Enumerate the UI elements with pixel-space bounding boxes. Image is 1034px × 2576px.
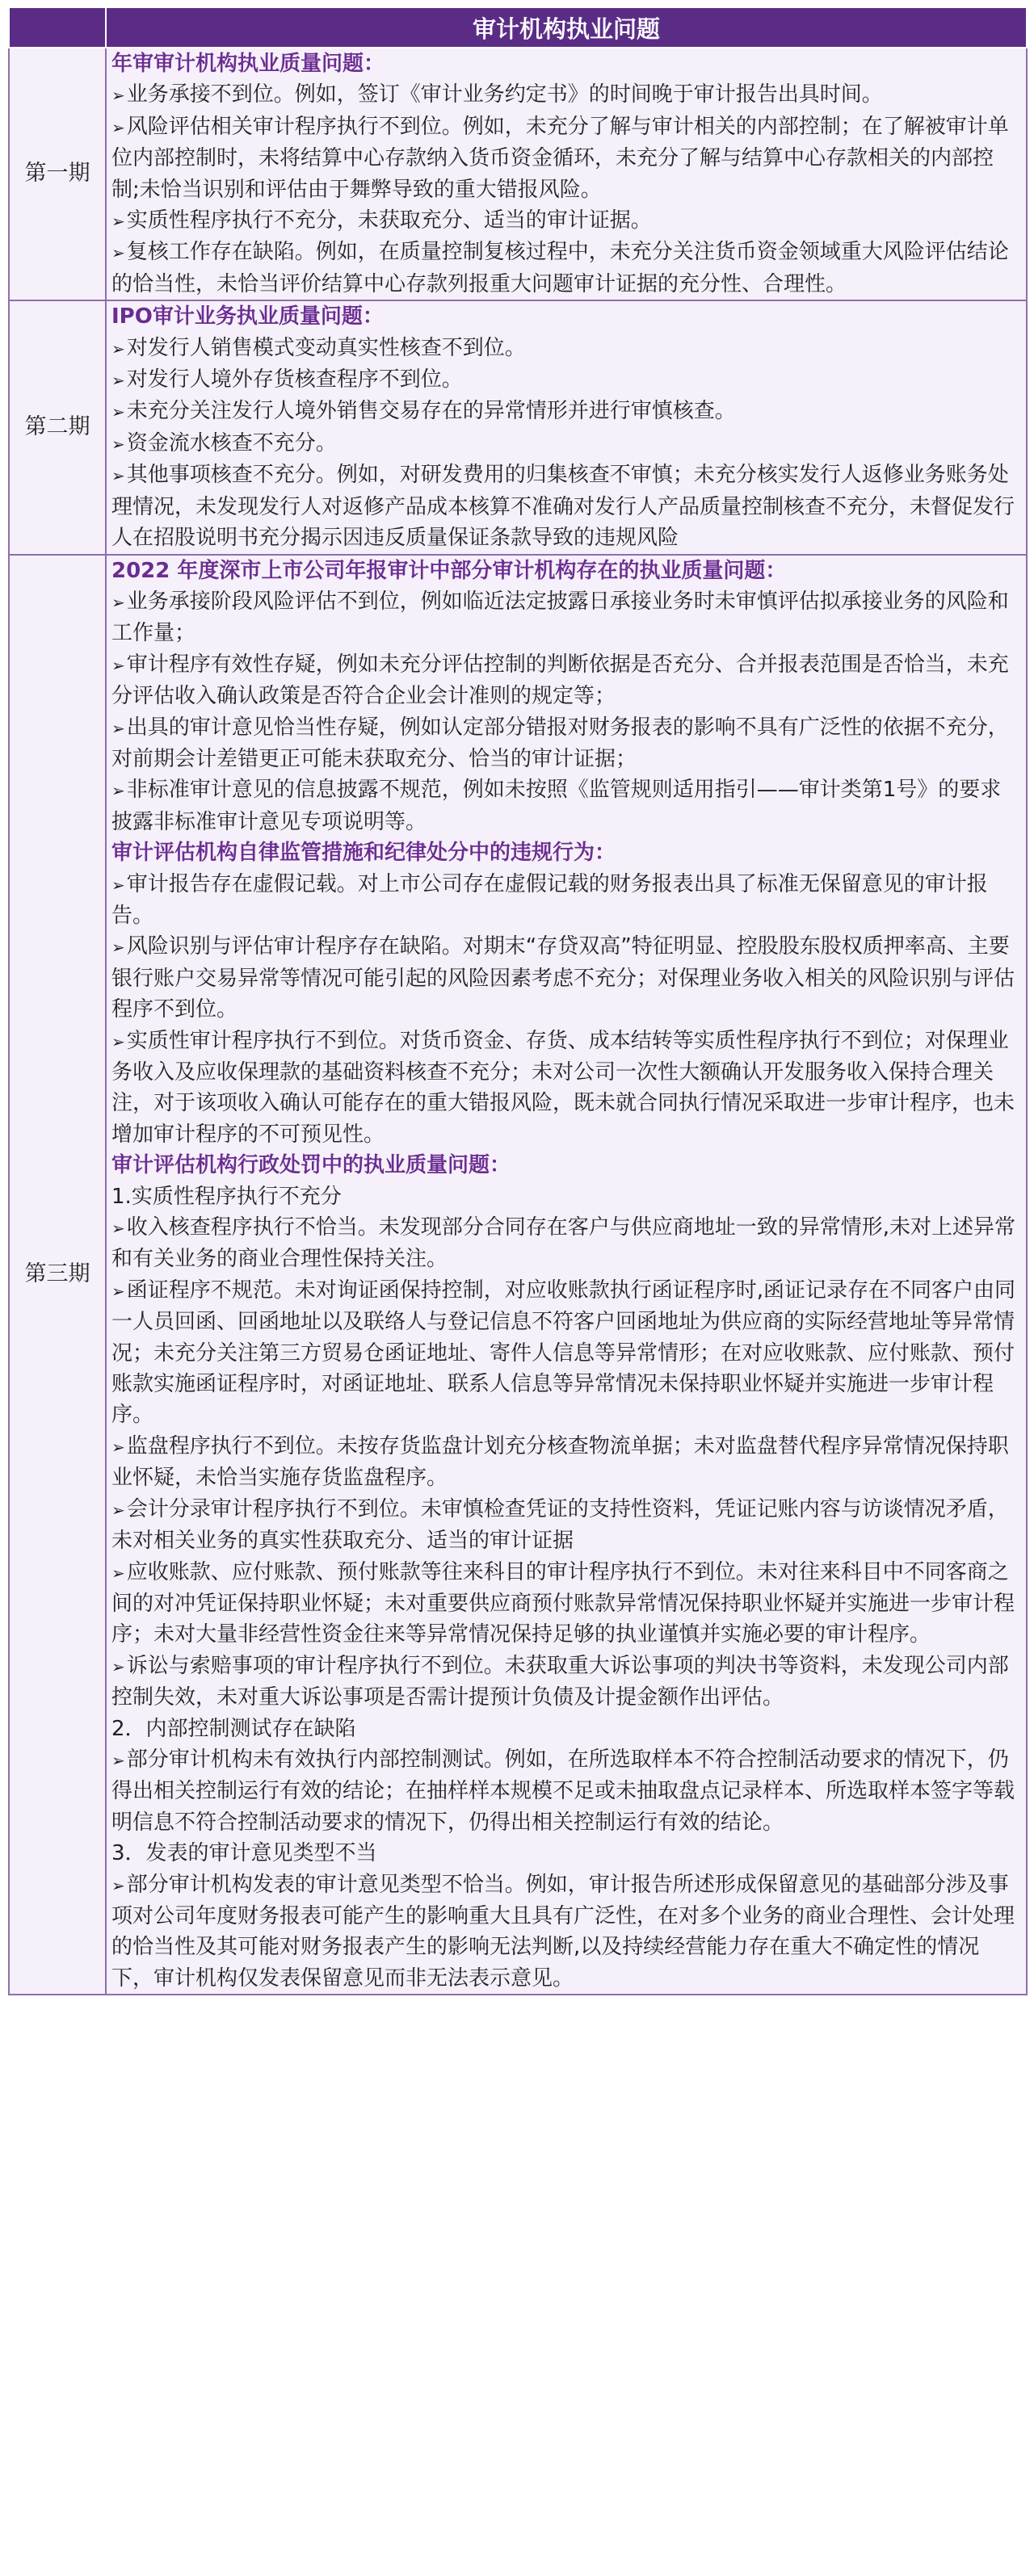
item-text: 2．内部控制测试存在缺陷 [111,1716,356,1741]
table-title: 审计机构执业问题 [106,7,1027,48]
arrow-bullet-icon: ➢ [111,1281,125,1301]
item-text: 实质性审计程序执行不到位。对货币资金、存货、成本结转等实质性程序执行不到位；对保理业务收入及应收保理款的基础资料核查不充分；未对公司一次性大额确认开发服务收入保持合理关注，对于该项收入确认可能存在的重大错报风险，既未就合同执行情况采取进一步审计程序，也未增加审计程序的不可预见性。 [111,1028,1015,1147]
list-item [111,1431,1021,1494]
arrow-bullet-icon: ➢ [111,212,125,232]
list-item [111,774,1021,837]
list-item [111,1181,1021,1212]
page [8,0,1026,1995]
item-text: 3．发表的审计意见类型不当 [111,1841,377,1866]
header-corner-cell [9,7,106,48]
list-item [111,396,1021,427]
arrow-bullet-icon: ➢ [111,117,125,137]
item-text: 复核工作存在缺陷。例如，在质量控制复核过程中，未充分关注货币资金领域重大风险评估结论的恰当性，未恰当评价结算中心存款列报重大问题审计证据的充分性、合理性。 [111,240,1009,296]
period-label: 第三期 [9,555,106,1995]
list-item [111,1212,1021,1275]
arrow-bullet-icon: ➢ [111,1031,125,1051]
section-title: 年审审计机构执业质量问题： [111,52,385,76]
arrow-bullet-icon: ➢ [111,781,125,801]
list-item [111,1557,1021,1651]
list-item [111,205,1021,237]
period-row [9,300,1027,554]
item-text: 1.实质性程序执行不充分 [111,1184,342,1209]
audit-issues-table [8,6,1028,1995]
arrow-bullet-icon: ➢ [111,592,125,612]
arrow-bullet-icon: ➢ [111,1563,125,1583]
list-item [111,364,1021,396]
arrow-bullet-icon: ➢ [111,718,125,738]
item-text: 函证程序不规范。未对询证函保持控制，对应收账款执行函证程序时,函证记录存在不同客户由同一人员回函、回函地址以及联络人与登记信息不符客户回函地址为供应商的实际经营地址等异常情况；未充分关注第三方贸易仓函证地址、寄件人信息等异常情形；在对应收账款、应付账款、预付账款实施函证程序时，对函证地址、联系人信息等异常情况未保持职业怀疑并实施进一步审计程序。 [111,1278,1016,1428]
header-row [9,7,1027,48]
list-item [111,79,1021,111]
list-item [111,649,1021,712]
item-text: 资金流水核查不充分。 [126,430,337,455]
item-text: 会计分录审计程序执行不到位。未审慎检查凭证的支持性资料，凭证记账内容与访谈情况矛盾，未对相关业务的真实性获取充分、适当的审计证据 [111,1496,1009,1554]
item-text: 业务承接不到位。例如，签订《审计业务约定书》的时间晚于审计报告出具时间。 [126,82,883,107]
arrow-bullet-icon: ➢ [111,338,125,359]
section-title: IPO审计业务执业质量问题： [111,304,384,329]
arrow-bullet-icon: ➢ [111,875,125,895]
item-text: 收入核查程序执行不恰当。未发现部分合同存在客户与供应商地址一致的异常情形,未对上述异常和有关业务的商业合理性保持关注。 [111,1215,1016,1272]
list-item [111,333,1021,364]
item-text: 非标准审计意见的信息披露不规范，例如未按照《监管规则适用指引——审计类第1号》的要求披露非标准审计意见专项说明等。 [111,778,1002,834]
list-item [111,1744,1021,1838]
item-text: 风险识别与评估审计程序存在缺陷。对期末“存贷双高”特征明显、控股股东股权质押率高、主要银行账户交易异常等情况可能引起的风险因素考虑不充分；对保理业务收入相关的风险识别与评估程序不到位。 [111,934,1015,1022]
item-text: 部分审计机构未有效执行内部控制测试。例如，在所选取样本不符合控制活动要求的情况下，仍得出相关控制运行有效的结论；在抽样样本规模不足或未抽取盘点记录样本、所选取样本签字等载明信息不符合控制活动要求的情况下，仍得出相关控制运行有效的结论。 [111,1747,1015,1835]
item-text: 诉讼与索赔事项的审计程序执行不到位。未获取重大诉讼事项的判决书等资料，未发现公司内部控制失效，未对重大诉讼事项是否需计提预计负债及计提金额作出评估。 [111,1653,1009,1710]
list-item [111,1838,1021,1869]
item-text: 审计报告存在虚假记载。对上市公司存在虚假记载的财务报表出具了标准无保留意见的审计报告。 [111,871,988,928]
list-item [111,1651,1021,1714]
list-item [111,459,1021,553]
arrow-bullet-icon: ➢ [111,938,125,958]
arrow-bullet-icon: ➢ [111,243,125,263]
period-label: 第一期 [9,48,106,300]
item-text: 出具的审计意见恰当性存疑，例如认定部分错报对财务报表的影响不具有广泛性的依据不充分，对前期会计差错更正可能未获取充分、恰当的审计证据； [111,715,1009,771]
period-content [106,555,1027,1995]
period-row [9,555,1027,1995]
period-row [9,48,1027,300]
list-item [111,1026,1021,1151]
item-text: 未充分关注发行人境外销售交易存在的异常情形并进行审慎核查。 [126,399,736,424]
item-text: 风险评估相关审计程序执行不到位。例如，未充分了解与审计相关的内部控制；在了解被审计单位内部控制时，未将结算中心存款纳入货币资金循环，未充分了解与结算中心存款相关的内部控制;未恰当识别和评估由于舞弊导致的重大错报风险。 [111,114,1009,202]
list-item [111,428,1021,459]
arrow-bullet-icon: ➢ [111,1437,125,1457]
arrow-bullet-icon: ➢ [111,655,125,675]
arrow-bullet-icon: ➢ [111,466,125,486]
arrow-bullet-icon: ➢ [111,1875,125,1895]
item-text: 其他事项核查不充分。例如，对研发费用的归集核查不审慎；未充分核实发行人返修业务账务处理情况，未发现发行人对返修产品成本核算不准确对发行人产品质量控制核查不充分，未督促发行人在招股说明书充分揭示因违反质量保证条款导致的违规风险 [111,463,1015,551]
item-text: 实质性程序执行不充分，未获取充分、适当的审计证据。 [126,208,652,233]
list-item [111,869,1021,932]
list-item [111,1869,1021,1995]
item-text: 业务承接阶段风险评估不到位，例如临近法定披露日承接业务时未审慎评估拟承接业务的风险和工作量； [111,589,1009,646]
list-item [111,237,1021,300]
section-title: 审计评估机构行政处罚中的执业质量问题： [111,1153,511,1178]
period-content [106,48,1027,300]
item-text: 对发行人销售模式变动真实性核查不到位。 [126,335,526,360]
arrow-bullet-icon: ➢ [111,1750,125,1770]
section-title: 审计评估机构自律监管措施和纪律处分中的违规行为： [111,841,616,866]
arrow-bullet-icon: ➢ [111,402,125,422]
arrow-bullet-icon: ➢ [111,1219,125,1239]
list-item [111,111,1021,205]
section-title: 2022 年度深市上市公司年报审计中部分审计机构存在的执业质量问题： [111,558,787,583]
item-text: 审计程序有效性存疑，例如未充分评估控制的判断依据是否充分、合并报表范围是否恰当，未充分评估收入确认政策是否符合企业会计准则的规定等； [111,652,1009,709]
item-text: 应收账款、应付账款、预付账款等往来科目的审计程序执行不到位。未对往来科目中不同客商之间的对冲凭证保持职业怀疑；未对重要供应商预付账款异常情况保持职业怀疑并实施进一步审计程序；未对大量非经营性资金往来等异常情况保持足够的执业谨慎并实施必要的审计程序。 [111,1559,1015,1647]
period-label: 第二期 [9,300,106,554]
list-item [111,931,1021,1025]
arrow-bullet-icon: ➢ [111,1500,125,1520]
arrow-bullet-icon: ➢ [111,434,125,454]
list-item [111,1494,1021,1557]
arrow-bullet-icon: ➢ [111,1656,125,1676]
item-text: 监盘程序执行不到位。未按存货监盘计划充分核查物流单据；未对监盘替代程序异常情况保持职业怀疑，未恰当实施存货监盘程序。 [111,1433,1009,1491]
table-body [9,48,1027,1995]
period-content [106,300,1027,554]
list-item [111,1275,1021,1431]
item-text: 对发行人境外存货核查程序不到位。 [126,367,463,392]
arrow-bullet-icon: ➢ [111,86,125,106]
arrow-bullet-icon: ➢ [111,371,125,391]
list-item [111,712,1021,775]
list-item [111,1714,1021,1744]
item-text: 部分审计机构发表的审计意见类型不恰当。例如，审计报告所述形成保留意见的基础部分涉及事项对公司年度财务报表可能产生的影响重大且具有广泛性，在对多个业务的商业合理性、会计处理的恰当性及其可能对财务报表产生的影响无法判断,以及持续经营能力存在重大不确定性的情况下，审计机构仅发表保留意见而非无法表示意见。 [111,1872,1015,1991]
list-item [111,586,1021,649]
